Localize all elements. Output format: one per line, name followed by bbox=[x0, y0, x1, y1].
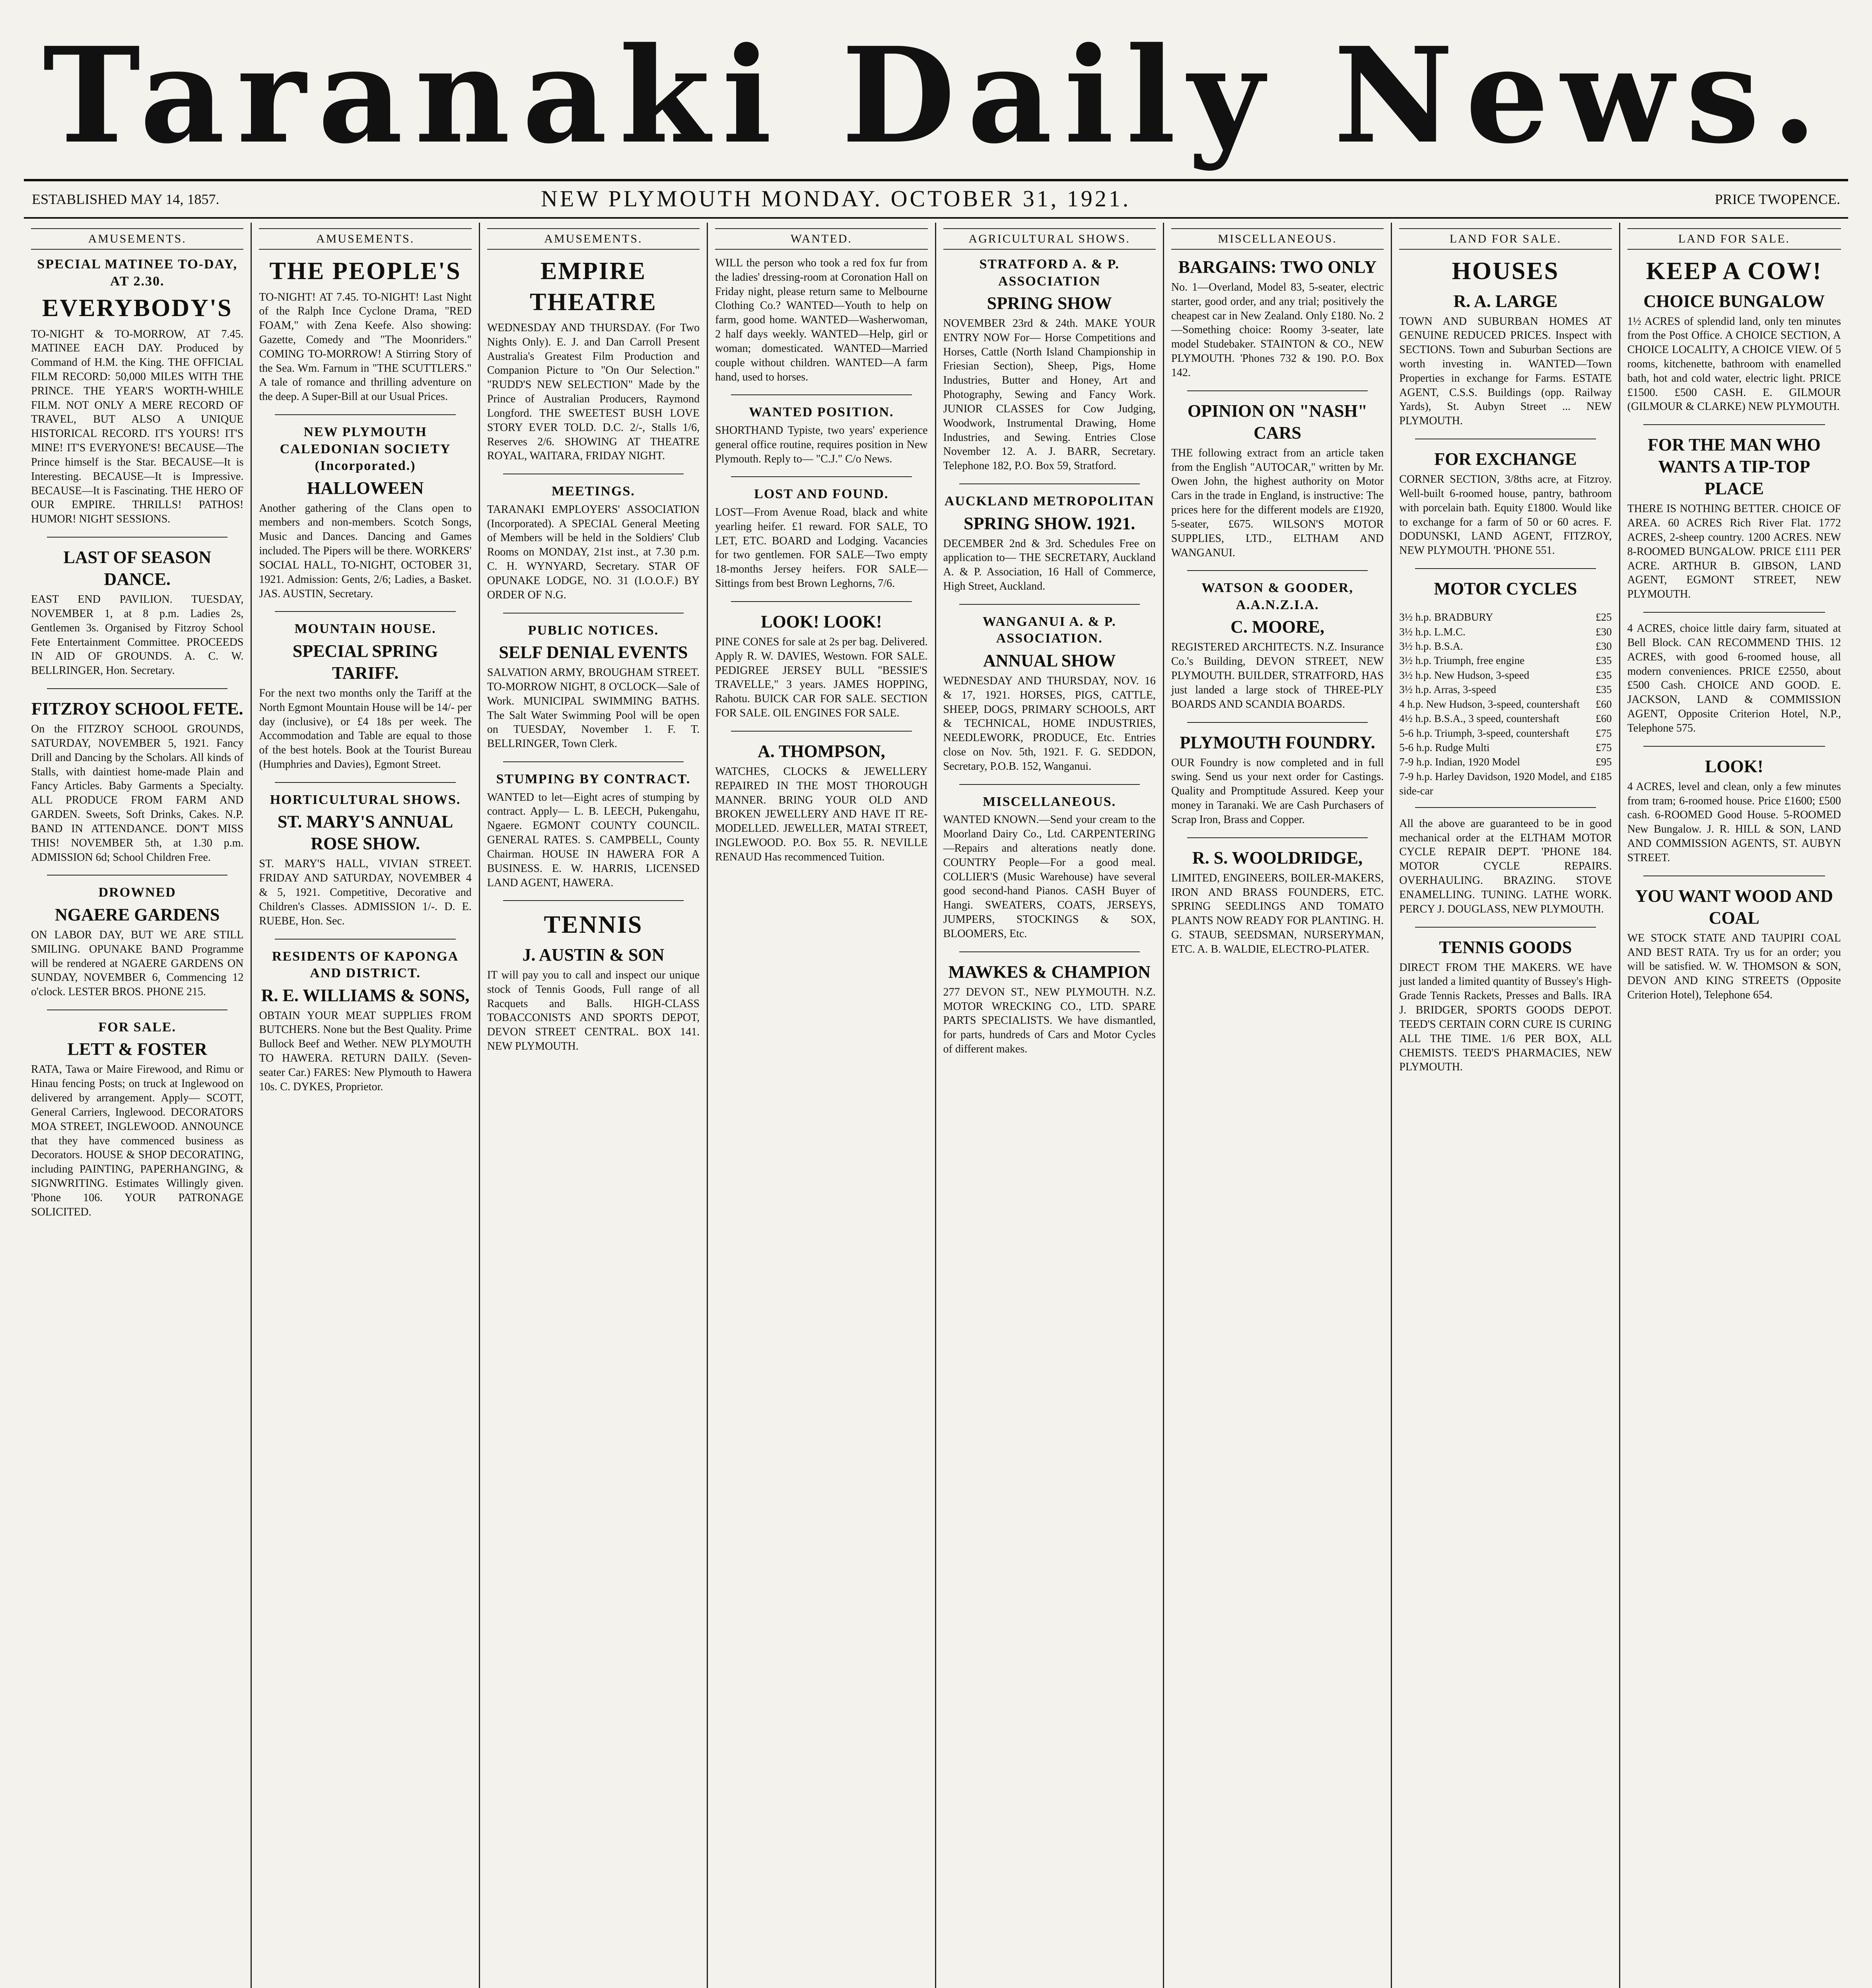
bike-item: 7-9 h.p. Harley Davidson, 1920 Model, and side-car bbox=[1399, 770, 1587, 797]
divider bbox=[47, 537, 227, 538]
divider bbox=[731, 476, 912, 477]
column-7 bbox=[1392, 223, 1620, 1988]
list-item bbox=[1399, 625, 1612, 639]
ad-mid: FOR EXCHANGE bbox=[1434, 449, 1577, 469]
ad-body: WILL the person who took a red fox fur from the ladies' dressing-room at Coronation Hall on Friday night, please return same to Melbourne Clothing Co.? WANTED—Youth to help on farm, good home. WANTED—Washerwoman, 2 half days weekly. WANTED—Help, girl or woman; domesticated. WANTED—Married couple without children. WANTED—A farm hand, used to horses. bbox=[715, 257, 928, 383]
columns bbox=[24, 223, 1848, 1988]
advertisement bbox=[1171, 732, 1384, 827]
divider bbox=[1415, 568, 1596, 569]
ad-pre: PUBLIC NOTICES. bbox=[528, 623, 659, 638]
ad-pre: WATSON & GOODER, A.A.N.Z.I.A. bbox=[1201, 580, 1353, 612]
bike-item: 5-6 h.p. Rudge Multi bbox=[1399, 742, 1490, 754]
ad-body: TO-NIGHT! AT 7.45. TO-NIGHT! Last Night of the Ralph Ince Cyclone Drama, "RED FOAM," with Zena Keefe. Also showing: Gazette, Comedy and "The Moonriders." COMING TO-MORROW! A Stirring Story of the Sea. Wm. Farnum in "THE SCUTTLERS." A tale of romance and thrilling adventure on the deep. A Super-Bill at our Usual Prices. bbox=[259, 291, 472, 403]
divider bbox=[731, 394, 912, 395]
advertisement bbox=[259, 792, 471, 928]
ad-body: NOVEMBER 23rd & 24th. MAKE YOUR ENTRY NOW For— Horse Competitions and Horses, Cattle (North Island Championship in Friesian Section), Sheep, Pigs, Home Industries, Butter and Honey, Art and Photography, Sewing and Fancy Work. JUNIOR CLASSES for Cow Judging, Woodwork, Instrumental Drawing, Home Industries, and Sewing. Entries Close November 12. A. J. BARR, Secretary. Telephone 182, P.O. Box 59, Stratford. bbox=[943, 317, 1156, 472]
advertisement bbox=[1627, 434, 1841, 602]
ad-mid: HALLOWEEN bbox=[307, 478, 424, 498]
bike-item: 3½ h.p. Triumph, free engine bbox=[1399, 654, 1525, 667]
ad-body: DIRECT FROM THE MAKERS. WE have just landed a limited quantity of Bussey's High-Grade Tennis Rackets, Presses and Balls. IRA J. BRIDGER, SPORTS GOODS DEPOT. TEED'S CERTAIN CORN CURE IS CURING ALL THE TIME. 1/6 PER BOX, ALL CHEMISTS. TEED'S PHARMACIES, NEW PLYMOUTH. bbox=[1399, 961, 1612, 1074]
ad-pre: STRATFORD A. & P. ASSOCIATION bbox=[979, 257, 1120, 289]
established-line: ESTABLISHED MAY 14, 1857. bbox=[32, 191, 220, 207]
ad-pre: DROWNED bbox=[98, 885, 176, 900]
divider bbox=[1643, 424, 1825, 425]
ad-body: On the FITZROY SCHOOL GROUNDS, SATURDAY, NOVEMBER 5, 1921. Fancy Drill and Dancing by the Scholars. All kinds of Stalls, with daintiest home-made Plain and Fancy Articles. Baby Garments a Specialty. ALL PRODUCE FROM FARM AND GARDEN. Sweets, Soft Drinks, Cakes. N.P. BAND IN ATTENDANCE. DON'T MISS THIS! NOVEMBER 5th, at 1.30 p.m. ADMISSION 6d; School Children Free. bbox=[31, 723, 244, 864]
ad-body: For the next two months only the Tariff at the North Egmont Mountain House will be 14/- per day (inclusive), or £4 18s per week. The Accommodation and Table are equal to those of the best hotels. Book at the Tourist Bureau (Humphries and Davies), Egmont Street. bbox=[259, 687, 472, 771]
advertisement bbox=[1627, 885, 1841, 1002]
divider bbox=[1415, 927, 1596, 928]
bike-price: £30 bbox=[1596, 625, 1612, 638]
advertisement bbox=[943, 256, 1156, 473]
bike-item: 7-9 h.p. Indian, 1920 Model bbox=[1399, 756, 1520, 768]
ad-body: OBTAIN YOUR MEAT SUPPLIES FROM BUTCHERS. None but the Best Quality. Prime Bullock Beef and Wether. NEW PLYMOUTH TO HAWERA. RETURN DAILY. (Seven-seater Car.) FARES: New Plymouth to Hawera 10s. C. DYKES, Proprietor. bbox=[259, 1009, 472, 1093]
advertisement bbox=[31, 884, 243, 999]
ad-body: OUR Foundry is now completed and in full swing. Send us your next order for Castings. Quality and Promptitude Assured. Keep your money in Taranaki. We are Cash Purchasers of Scrap Iron, Brass and Copper. bbox=[1171, 756, 1384, 826]
ad-big: THE PEOPLE'S bbox=[269, 258, 461, 285]
bike-price: £60 bbox=[1596, 698, 1612, 710]
ad-mid: R. E. WILLIAMS & SONS, bbox=[261, 985, 470, 1005]
ad-body: WATCHES, CLOCKS & JEWELLERY REPAIRED IN THE MOST THOROUGH MANNER. BRING YOUR OLD AND BROKEN JEWELLERY AND HAVE IT RE-MODELLED. JEWELLER, MATAI STREET, INGLEWOOD. P.O. Box 55. R. NEVILLE RENAUD Has recommenced Tuition. bbox=[715, 765, 928, 863]
ad-mid: MAWKES & CHAMPION bbox=[948, 962, 1151, 982]
bike-price: £35 bbox=[1596, 669, 1612, 681]
divider bbox=[731, 731, 912, 732]
ad-mid: SPRING SHOW. 1921. bbox=[964, 513, 1135, 533]
column-1 bbox=[24, 223, 252, 1988]
bike-price: £35 bbox=[1596, 654, 1612, 667]
advertisement bbox=[1627, 256, 1841, 414]
divider bbox=[1643, 746, 1825, 747]
ad-big: TENNIS bbox=[544, 911, 643, 939]
ad-mid: PLYMOUTH FOUNDRY. bbox=[1180, 732, 1375, 752]
advertisement bbox=[1399, 256, 1612, 428]
ad-mid: FITZROY SCHOOL FETE. bbox=[31, 699, 243, 719]
section-heading: LAND FOR SALE. bbox=[1399, 228, 1612, 250]
column-2 bbox=[252, 223, 480, 1988]
advertisement bbox=[715, 740, 927, 864]
divider bbox=[275, 782, 455, 783]
advertisement bbox=[31, 698, 243, 864]
ad-mid: SELF DENIAL EVENTS bbox=[499, 643, 688, 662]
ad-big: HOUSES bbox=[1452, 258, 1559, 285]
divider bbox=[275, 611, 455, 612]
newspaper-title: Taranaki Daily News. bbox=[43, 18, 1829, 173]
list-item bbox=[1399, 755, 1612, 769]
ad-big: EVERYBODY'S bbox=[42, 295, 233, 322]
section-heading: AGRICULTURAL SHOWS. bbox=[943, 228, 1156, 250]
ad-body: CORNER SECTION, 3/8ths acre, at Fitzroy. Well-built 6-roomed house, pantry, bathroom with porcelain bath. Equity £1800. Would like to exchange for a farm of 50 or 60 acres. F. DODUNSKI, LAND AGENT, FITZROY, NEW PLYMOUTH. 'PHONE 551. bbox=[1399, 473, 1612, 557]
divider bbox=[275, 414, 455, 415]
list-item bbox=[1399, 639, 1612, 653]
ad-mid: BARGAINS: TWO ONLY bbox=[1178, 257, 1377, 277]
advertisement bbox=[943, 613, 1156, 774]
ad-body: WEDNESDAY AND THURSDAY, NOV. 16 & 17, 1921. HORSES, PIGS, CATTLE, SHEEP, DOGS, PRIMARY SCHOOLS, ART & TECHNICAL, HOME INDUSTRIES, NEEDLEWORK, PRODUCE, Etc. Entries close on Nov. 5th, 1921. F. G. SEDDON, Secretary, P.O.B. 152, Wanganui. bbox=[943, 674, 1156, 773]
ad-body: EAST END PAVILION. TUESDAY, NOVEMBER 1, at 8 p.m. Ladies 2s, Gentlemen 3s. Organised by Fitzroy School Fete Entertainment Committee. PROCEEDS IN AID OF GROUNDS. A. C. W. BELLRINGER, Hon. Secretary. bbox=[31, 593, 244, 677]
ad-body: TO-NIGHT & TO-MORROW, AT 7.45. MATINEE EACH DAY. Produced by Command of H.M. the King. THE OFFICIAL FILM RECORD: 50,000 MILES WITH THE PRINCE. THE YEAR'S WORTH-WHILE FILM. NOT ONLY A MERE RECORD OF TRAVEL, BUT ALSO A UNIQUE HISTORICAL RECORD. IT'S YOURS! IT'S MINE! IT'S EVERYONE'S! BECAUSE—The Prince himself is the Star. BECAUSE—It is Interesting. BECAUSE—It is Impressive. BECAUSE—It is Fascinating. THE HERO OF OUR EMPIRE. THRILLS! PATHOS! HUMOR! NIGHT SESSIONS. bbox=[31, 328, 244, 526]
advertisement bbox=[1399, 936, 1612, 1075]
ad-body: ST. MARY'S HALL, VIVIAN STREET. FRIDAY AND SATURDAY, NOVEMBER 4 & 5, 1921. Competitive, Decorative and Children's Classes. ADMISSION 1/-. D. E. RUEBE, Hon. Sec. bbox=[259, 858, 472, 927]
advertisement bbox=[715, 404, 927, 466]
advertisement bbox=[1627, 755, 1841, 865]
divider bbox=[959, 784, 1140, 785]
ad-pre: RESIDENTS OF KAPONGA AND DISTRICT. bbox=[272, 949, 459, 981]
place-date-line: NEW PLYMOUTH MONDAY. OCTOBER 31, 1921. bbox=[541, 186, 1131, 212]
ad-mid: NGAERE GARDENS bbox=[54, 905, 220, 924]
divider bbox=[1643, 612, 1825, 613]
ad-mid: LOOK! LOOK! bbox=[761, 612, 882, 631]
motor-cycle-price-list bbox=[1399, 610, 1612, 798]
advertisement bbox=[1171, 847, 1384, 957]
ad-mid: J. AUSTIN & SON bbox=[522, 945, 665, 965]
list-item bbox=[1399, 682, 1612, 697]
ad-pre: FOR SALE. bbox=[98, 1019, 176, 1035]
ad-body: WE STOCK STATE AND TAUPIRI COAL AND BEST RATA. Try us for an order; you will be satisfied. W. W. THOMSON & SON, DEVON AND KING STREETS (Opposite Criterion Hotel), Telephone 654. bbox=[1627, 932, 1841, 1001]
divider bbox=[47, 875, 227, 876]
advertisement bbox=[487, 256, 700, 463]
advertisement bbox=[1171, 256, 1384, 380]
price-line: PRICE TWOPENCE. bbox=[1715, 191, 1840, 207]
advertisement bbox=[487, 622, 700, 751]
column-5 bbox=[936, 223, 1164, 1988]
ad-body: THE following extract from an article taken from the English "AUTOCAR," written by Mr. Owen John, the highest authority on Motor Cars in the trade in England, is instructive: The prices here for the different models are £1920, 5-seater, £675. WILSON'S MOTOR SUPPLIES, LTD., ELTHAM AND WANGANUI. bbox=[1171, 447, 1384, 559]
advertisement bbox=[715, 486, 927, 590]
bike-item: 3½ h.p. BRADBURY bbox=[1399, 611, 1493, 623]
advertisement bbox=[31, 256, 243, 526]
list-item bbox=[1399, 668, 1612, 682]
ad-body: ON LABOR DAY, BUT WE ARE STILL SMILING. OPUNAKE BAND Programme will be rendered at NGAERE GARDENS ON SUNDAY, NOVEMBER 6, Commencing 12 o'clock. LESTER BROS. PHONE 215. bbox=[31, 928, 244, 998]
divider bbox=[503, 761, 684, 762]
ad-big: EMPIRE THEATRE bbox=[530, 258, 657, 316]
list-item bbox=[1399, 740, 1612, 755]
divider bbox=[275, 939, 455, 940]
section-heading: MISCELLANEOUS. bbox=[1171, 228, 1384, 250]
advertisement bbox=[943, 961, 1156, 1056]
dateline bbox=[24, 179, 1848, 219]
divider bbox=[1415, 807, 1596, 808]
ad-pre: STUMPING BY CONTRACT. bbox=[496, 772, 691, 787]
section-heading: AMUSEMENTS. bbox=[487, 228, 700, 250]
ad-body: All the above are guaranteed to be in good mechanical order at the ELTHAM MOTOR CYCLE REPAIR DEP'T. 'PHONE 184. MOTOR CYCLE REPAIRS. OVERHAULING. BRAZING. STOVE ENAMELLING. TUNING. LATHE WORK. PERCY J. DOUGLASS, NEW PLYMOUTH. bbox=[1399, 817, 1612, 915]
divider bbox=[1187, 837, 1368, 838]
bike-price: £75 bbox=[1596, 727, 1612, 739]
ad-mid: LAST OF SEASON DANCE. bbox=[63, 547, 212, 589]
section-heading: AMUSEMENTS. bbox=[31, 228, 243, 250]
ad-mid: A. THOMPSON, bbox=[757, 741, 885, 761]
divider bbox=[1187, 722, 1368, 723]
ad-mid: R. S. WOOLDRIDGE, bbox=[1192, 848, 1363, 868]
bike-item: 3½ h.p. L.M.C. bbox=[1399, 625, 1466, 638]
ad-mid: SPECIAL SPRING TARIFF. bbox=[292, 641, 438, 683]
advertisement bbox=[487, 483, 700, 602]
advertisement bbox=[943, 493, 1156, 594]
ad-body: PINE CONES for sale at 2s per bag. Delivered. Apply R. W. DAVIES, Westown. FOR SALE. PEDIGREE JERSEY BULL "BESSIE'S TRAVELLE," 3 years. JAMES HOPPING, Rahotu. BUICK CAR FOR SALE. SECTION FOR SALE. OIL ENGINES FOR SALE. bbox=[715, 635, 928, 720]
divider bbox=[959, 483, 1140, 484]
ad-body: Another gathering of the Clans open to members and non-members. Scotch Songs, Music and Dances. Dancing and Games included. The Pipers will be there. WORKERS' SOCIAL HALL, TO-NIGHT, OCTOBER 31, 1921. Admission: Gents, 2/6; Ladies, a Basket. JAS. AUSTIN, Secretary. bbox=[259, 502, 472, 600]
divider bbox=[731, 601, 912, 602]
ad-body: DECEMBER 2nd & 3rd. Schedules Free on application to— THE SECRETARY, Auckland A. & P. Association, 16 Hall of Commerce, High Street, Auckland. bbox=[943, 537, 1156, 593]
ad-body: RATA, Tawa or Maire Firewood, and Rimu or Hinau fencing Posts; on truck at Inglewood on delivered by arrangement. Apply— SCOTT, General Carriers, Inglewood. DECORATORS MOA STREET, INGLEWOOD. ANNOUNCE that they have commenced business as Decorators. HOUSE & SHOP DECORATING, including PAINTING, PAPERHANGING, & SIGNWRITING. Estimates Willingly given. 'Phone 106. YOUR PATRONAGE SOLICITED. bbox=[31, 1063, 244, 1218]
ad-pre: AUCKLAND METROPOLITAN bbox=[944, 494, 1155, 509]
ad-mid: C. MOORE, bbox=[1231, 617, 1324, 637]
bike-item: 4½ h.p. B.S.A., 3 speed, countershaft bbox=[1399, 712, 1559, 725]
section-heading: LAND FOR SALE. bbox=[1627, 228, 1841, 250]
ad-body: 1½ ACRES of splendid land, only ten minutes from the Post Office. A CHOICE SECTION, A CHOICE LOCALITY, A CHOICE VIEW. Of 5 rooms, kitchenette, bathroom with enamelled bath, hot and cold water, electric light. PRICE £1500. £500 CASH. E. GILMOUR (GILMOUR & CLARKE) NEW PLYMOUTH. bbox=[1627, 315, 1841, 413]
ad-body: 277 DEVON ST., NEW PLYMOUTH. N.Z. MOTOR WRECKING CO., LTD. SPARE PARTS SPECIALISTS. We have dismantled, for parts, hundreds of Cars and Motor Cycles of different makes. bbox=[943, 986, 1156, 1055]
advertisement bbox=[31, 1019, 243, 1219]
advertisement bbox=[487, 771, 700, 890]
advertisement bbox=[31, 546, 243, 678]
ad-body: TARANAKI EMPLOYERS' ASSOCIATION (Incorporated). A SPECIAL General Meeting of Members will be held in the Soldiers' Club Rooms on MONDAY, 21st inst., at 7.30 p.m. C. H. WYNYARD, Secretary. STAR OF OPUNAKE LODGE, NO. 31 (I.O.O.F.) BY ORDER OF N.G. bbox=[487, 503, 700, 601]
column-3 bbox=[480, 223, 708, 1988]
bike-item: 3½ h.p. Arras, 3-speed bbox=[1399, 683, 1496, 696]
ad-mid: YOU WANT WOOD AND COAL bbox=[1635, 886, 1833, 928]
section-heading: WANTED. bbox=[715, 228, 927, 250]
bike-item: 4 h.p. New Hudson, 3-speed, countershaft bbox=[1399, 698, 1580, 710]
divider bbox=[1187, 390, 1368, 391]
ad-body: SALVATION ARMY, BROUGHAM STREET. TO-MORROW NIGHT, 8 O'CLOCK—Sale of Work. MUNICIPAL SWIMMING BATHS. The Salt Water Swimming Pool will be open on TUESDAY, November 1. F. T. BELLRINGER, Town Clerk. bbox=[487, 666, 700, 750]
divider bbox=[959, 951, 1140, 952]
bike-item: 3½ h.p. New Hudson, 3-speed bbox=[1399, 669, 1530, 681]
ad-body: LOST—From Avenue Road, black and white yearling heifer. £1 reward. FOR SALE, TO LET, ETC. BOARD and Lodging. Vacancies for two gentlemen. FOR SALE—Two empty 18-months Jersey heifers. FOR SALE—Sittings from best Brown Leghorns, 7/6. bbox=[715, 506, 928, 590]
ad-pre: LOST AND FOUND. bbox=[754, 487, 889, 502]
advertisement bbox=[259, 948, 471, 1094]
bike-price: £35 bbox=[1596, 683, 1612, 696]
list-item bbox=[1399, 711, 1612, 726]
list-item bbox=[1399, 726, 1612, 740]
ad-pre: NEW PLYMOUTH CALEDONIAN SOCIETY (Incorporated.) bbox=[280, 425, 451, 474]
divider bbox=[47, 688, 227, 689]
ad-mid: LOOK! bbox=[1705, 756, 1763, 776]
list-item bbox=[1399, 769, 1612, 798]
ad-mid: ANNUAL SHOW bbox=[983, 650, 1116, 670]
ad-body: No. 1—Overland, Model 83, 5-seater, electric starter, good order, and any trial; positively the cheapest car in New Zealand. Only £180. No. 2—Something choice: Roomy 3-seater, late model Studebaker. STAINTON & CO., NEW PLYMOUTH. 'Phones 732 & 190. P.O. Box 142. bbox=[1171, 281, 1384, 379]
ad-body: WANTED to let—Eight acres of stumping by contract. Apply— L. B. LEECH, Pukengahu, Ngaere. EGMONT COUNTY COUNCIL. GENERAL RATES. S. CAMPBELL, County Chairman. HOUSE IN HAWERA FOR A BUSINESS. E. W. HARRIS, LICENSED LAND AGENT, HAWERA. bbox=[487, 791, 700, 889]
ad-mid: MOTOR CYCLES bbox=[1434, 579, 1577, 599]
list-item bbox=[1399, 653, 1612, 668]
advertisement bbox=[259, 621, 471, 771]
ad-body: LIMITED, ENGINEERS, BOILER-MAKERS, IRON AND BRASS FOUNDERS, ETC. SPRING SEEDLINGS AND TOMATO PLANTS NOW READY FOR PLANTING. H. G. STAUB, SEEDSMAN, NURSERYMAN, ETC. A. B. WALDIE, ELECTRO-PLATER. bbox=[1171, 872, 1384, 955]
ad-body: IT will pay you to call and inspect our unique stock of Tennis Goods, Full range of all Racquets and Balls. HIGH-CLASS TOBACCONISTS AND SPORTS DEPOT, DEVON STREET CENTRAL. BOX 141. NEW PLYMOUTH. bbox=[487, 969, 700, 1052]
ad-body: THERE IS NOTHING BETTER. CHOICE OF AREA. 60 ACRES Rich River Flat. 1772 ACRES, 2-sheep country. 1200 ACRES. NEW 8-ROOMED BUNGALOW. PRICE £111 PER ACRE. ARTHUR B. GIBSON, LAND AGENT, EGMONT STREET, NEW PLYMOUTH. bbox=[1627, 503, 1841, 601]
ad-body: WANTED KNOWN.—Send your cream to the Moorland Dairy Co., Ltd. CARPENTERING—Repairs and alterations neatly done. COUNTRY People—For a good meal. COLLIER'S (Music Warehouse) have several good second-hand Pianos. CASH Buyer of Hangi. SWEATERS, COATS, JERSEYS, JUMPERS, STOCKINGS & SOX, BLOOMERS, Etc. bbox=[943, 813, 1156, 940]
ad-mid: SPRING SHOW bbox=[987, 293, 1112, 313]
list-item bbox=[1399, 697, 1612, 711]
bike-item: 3½ h.p. B.S.A. bbox=[1399, 640, 1463, 652]
ad-pre: SPECIAL MATINEE TO-DAY, AT 2.30. bbox=[37, 257, 237, 289]
divider bbox=[1187, 570, 1368, 571]
ad-mid: FOR THE MAN WHO WANTS A TIP-TOP PLACE bbox=[1647, 435, 1821, 499]
advertisement bbox=[1627, 621, 1841, 736]
divider bbox=[503, 900, 684, 901]
advertisement bbox=[1399, 817, 1612, 916]
ad-pre: MISCELLANEOUS. bbox=[983, 794, 1116, 809]
column-4 bbox=[708, 223, 936, 1988]
ad-body: WEDNESDAY AND THURSDAY. (For Two Nights Only). E. J. and Dan Carroll Present Australia's Greatest Film Production and Companion Picture to "On Our Selection." "RUDD'S NEW SELECTION" Made by the Prince of Australian Producers, Raymond Longford. THE SWEETEST BUSH LOVE STORY EVER TOLD. D.C. 2/-, Stalls 1/6, Reserves 2/6. SHOWING AT THEATRE ROYAL, WAITARA, FRIDAY NIGHT. bbox=[487, 322, 700, 462]
ad-pre: WANGANUI A. & P. ASSOCIATION. bbox=[982, 614, 1116, 646]
ad-big: KEEP A COW! bbox=[1646, 258, 1822, 285]
advertisement bbox=[487, 910, 700, 1053]
ad-pre: MOUNTAIN HOUSE. bbox=[294, 621, 436, 637]
advertisement bbox=[715, 256, 927, 384]
section-heading: AMUSEMENTS. bbox=[259, 228, 471, 250]
bike-price: £95 bbox=[1596, 756, 1612, 768]
ad-mid: OPINION ON "NASH" CARS bbox=[1187, 401, 1368, 443]
ad-mid: CHOICE BUNGALOW bbox=[1643, 291, 1825, 311]
ad-body: SHORTHAND Typiste, two years' experience general office routine, requires position in New Plymouth. Reply to— "C.J." C/o News. bbox=[715, 424, 928, 465]
ad-pre: HORTICULTURAL SHOWS. bbox=[270, 792, 461, 807]
advertisement bbox=[259, 424, 471, 601]
list-item bbox=[1399, 610, 1612, 624]
masthead bbox=[24, 12, 1848, 179]
ad-mid: TENNIS GOODS bbox=[1439, 937, 1572, 957]
ad-mid: LETT & FOSTER bbox=[67, 1039, 207, 1059]
ad-mid: R. A. LARGE bbox=[1453, 291, 1558, 311]
advertisement bbox=[715, 611, 927, 720]
advertisement bbox=[259, 256, 471, 404]
ad-pre: WANTED POSITION. bbox=[749, 405, 894, 420]
ad-mid: ST. MARY'S ANNUAL ROSE SHOW. bbox=[277, 812, 453, 854]
advertisement bbox=[1399, 448, 1612, 558]
bike-item: 5-6 h.p. Triumph, 3-speed, countershaft bbox=[1399, 727, 1569, 739]
advertisement bbox=[1171, 580, 1384, 711]
divider bbox=[959, 604, 1140, 605]
ad-body: 4 ACRES, choice little dairy farm, situated at Bell Block. CAN RECOMMEND THIS. 12 ACRES, with good 6-roomed house, all modern conveniences. PRICE £2550, about £500 Cash. CHOICE AND GOOD. E. JACKSON, LAND & COMMISSION AGENT, Opposite Criterion Hotel, N.P., Telephone 575. bbox=[1627, 622, 1841, 734]
bike-price: £60 bbox=[1596, 712, 1612, 725]
column-8 bbox=[1620, 223, 1848, 1988]
advertisement bbox=[1399, 578, 1612, 600]
bike-price: £75 bbox=[1596, 742, 1612, 754]
ad-body: TOWN AND SUBURBAN HOMES AT GENUINE REDUCED PRICES. Inspect with SECTIONS. Town and Suburban Sections are worth investing in. WANTED—Town Properties in exchange for Farms. ESTATE AGENT, C.S.S. Buildings (opp. Railway Yards), St. Aubyn Street ... NEW PLYMOUTH. bbox=[1399, 315, 1612, 427]
ad-pre: MEETINGS. bbox=[552, 484, 635, 499]
advertisement bbox=[943, 794, 1156, 941]
bike-price: £25 bbox=[1596, 611, 1612, 623]
advertisement bbox=[1171, 400, 1384, 560]
ad-body: REGISTERED ARCHITECTS. N.Z. Insurance Co.'s Building, DEVON STREET, NEW PLYMOUTH. BUILDER, STRATFORD, HAS just landed a large stock of THREE-PLY BOARDS AND SCANDIA BOARDS. bbox=[1171, 641, 1384, 711]
column-6 bbox=[1164, 223, 1392, 1988]
bike-price: £30 bbox=[1596, 640, 1612, 652]
bike-price: £185 bbox=[1590, 770, 1612, 782]
ad-body: 4 ACRES, level and clean, only a few minutes from tram; 6-roomed house. Price £1600; £500 cash. 6-ROOMED Good House. 5-ROOMED New Bungalow. J. R. HILL & SON, LAND AND COMMISSION AGENTS, ST. AUBYN STREET. bbox=[1627, 780, 1841, 864]
